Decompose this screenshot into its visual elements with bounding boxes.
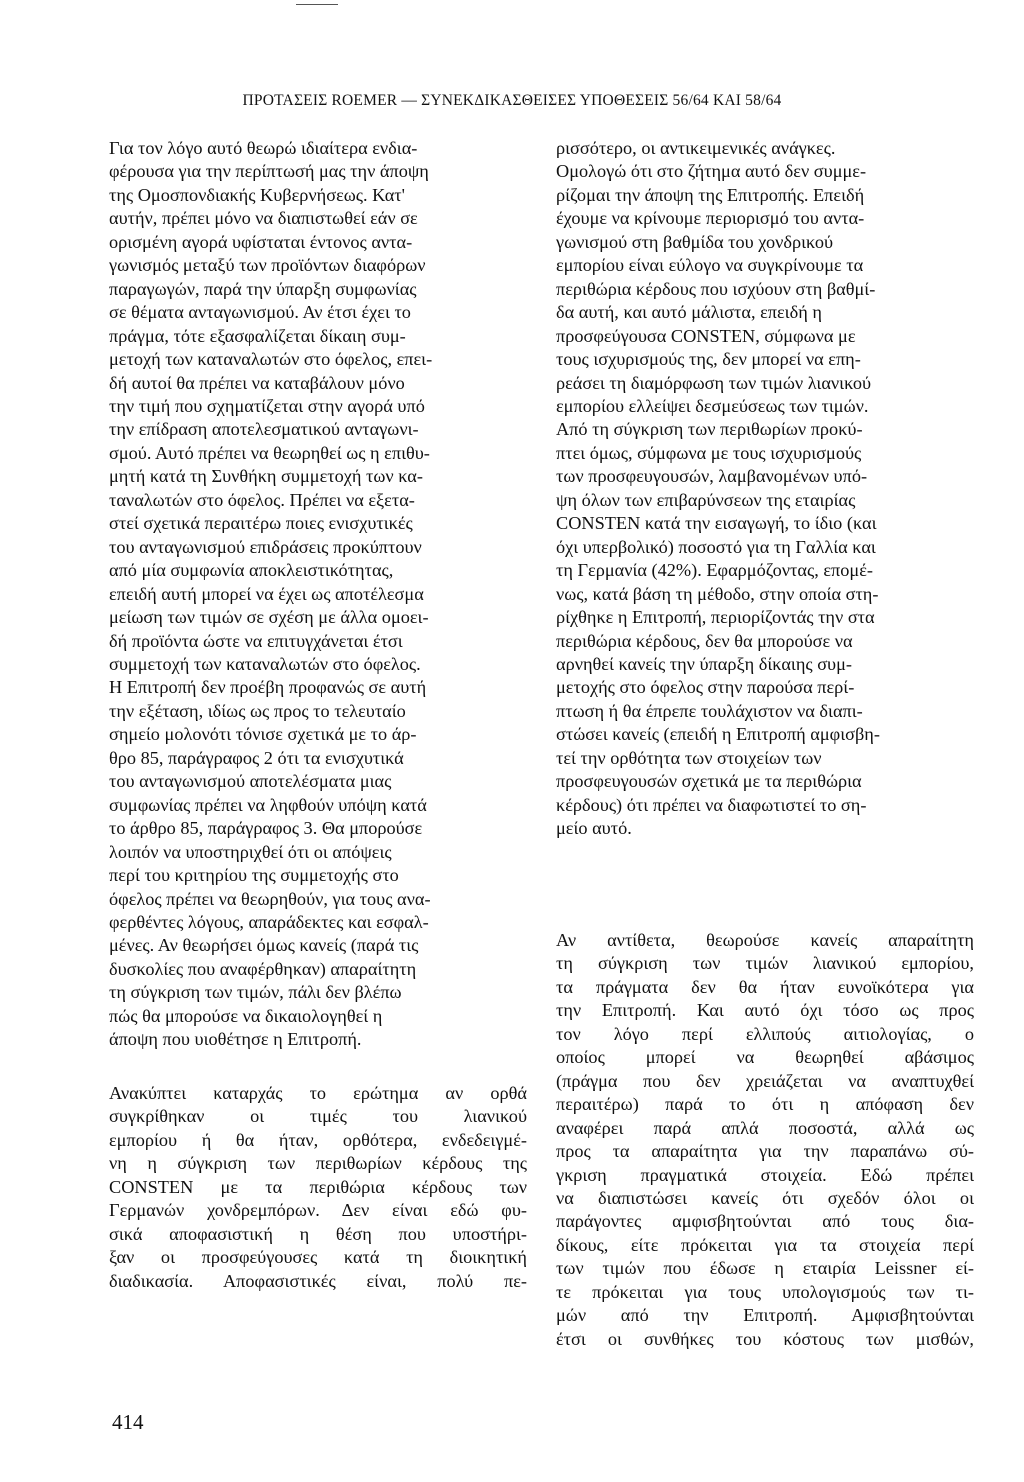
text-line: CONSTEN κατά την εισαγωγή, το ίδιο (και	[556, 513, 877, 534]
text-line: δή αυτοί θα πρέπει να καταβάλουν μόνο	[109, 372, 405, 393]
text-line: μείωση των τιμών σε σχέση με άλλα ομοει-	[109, 607, 429, 628]
text-line: τη σύγκριση των τιμών λιανικού εμπορίου,	[556, 953, 974, 974]
text-line: ρεάσει τη διαμόρφωση των τιμών λιανικού	[556, 372, 872, 393]
text-line: ρίζομαι την άποψη της Επιτροπής. Επειδή	[556, 184, 865, 205]
text-line: των προσφευγουσών, λαμβανομένων υπό-	[556, 466, 868, 487]
text-line: παράγοντες αμφισβητούνται από τους δια-	[556, 1211, 974, 1232]
text-line: άποψη που υιοθέτησε η Επιτροπή.	[109, 1029, 362, 1050]
text-line: στεί σχετικά περαιτέρω ποιες ενισχυτικές	[109, 513, 413, 534]
scan-top-rule	[296, 4, 338, 5]
text-line: οποίος μπορεί να θεωρηθεί αβάσιμος	[556, 1047, 974, 1068]
text-line: το άρθρο 85, παράγραφος 3. Θα μπορούσε	[109, 818, 423, 839]
text-line: μετοχή των καταναλωτών στο όφελος, επει-	[109, 349, 433, 370]
running-head: ΠΡΟΤΑΣΕΙΣ ROEMER — ΣΥΝΕΚΔΙΚΑΣΘΕΙΣΕΣ ΥΠΟΘΕΣΕΙΣ 56/64 ΚΑΙ 58/64	[242, 92, 782, 109]
text-line: προσφευγουσών σχετικά με τα περιθώρια	[556, 771, 862, 792]
text-line: την εξέταση, ιδίως ως προς το τελευταίο	[109, 700, 406, 721]
text-line: την Επιτροπή. Και αυτό όχι τόσο ως προς	[556, 1000, 974, 1021]
text-line: μείο αυτό.	[556, 818, 632, 839]
text-line: θρο 85, παράγραφος 2 ότι τα ενισχυτικά	[109, 747, 404, 768]
text-line: ταναλωτών στο όφελος. Πρέπει να εξετα-	[109, 489, 415, 510]
text-line: συμμετοχή των καταναλωτών στο όφελος.	[109, 653, 421, 674]
text-line: φέρουσα για την περίπτωσή μας την άποψη	[109, 161, 429, 182]
text-line: του ανταγωνισμού αποτελέσματα μιας	[109, 771, 392, 792]
text-line: (πράγμα που δεν χρειάζεται να αναπτυχθεί	[556, 1070, 974, 1091]
text-line: σμού. Αυτό πρέπει να θεωρηθεί ως η επιθυ-	[109, 442, 430, 463]
text-line: των τιμών που έδωσε η εταιρία Leissner εί-	[556, 1258, 974, 1279]
text-line: από μία συμφωνία αποκλειστικότητας,	[109, 560, 394, 581]
text-line: την επίδραση αποτελεσματικού ανταγωνι-	[109, 419, 419, 440]
text-line: την τιμή που σχηματίζεται στην αγορά υπό	[109, 395, 425, 416]
text-line: ορισμένη αγορά υφίσταται έντονος αντα-	[109, 231, 413, 252]
right-column-paragraph-2	[556, 929, 974, 1351]
text-line: κέρδους) ότι πρέπει να διαφωτιστεί το ση-	[556, 794, 867, 815]
text-line: τα πράγματα δεν θα ήταν ευνοϊκότερα για	[556, 976, 974, 997]
text-line: τον λόγο περί ελλιπούς αιτιολογίας, ο	[556, 1023, 974, 1044]
text-line: Αν αντίθετα, θεωρούσε κανείς απαραίτητη	[556, 930, 974, 950]
text-line: νως, κατά βάση τη μέθοδο, στην οποία στη-	[556, 583, 879, 604]
text-line: πώς θα μπορούσε να δικαιολογηθεί η	[109, 1005, 383, 1026]
text-line: αρνηθεί κανείς την ύπαρξη δίκαιης συμ-	[556, 653, 852, 674]
text-line: Η Επιτροπή δεν προέβη προφανώς σε αυτή	[109, 677, 427, 698]
text-line: της Ομοσπονδιακής Κυβερνήσεως. Κατ'	[109, 184, 405, 205]
text-line: περί του κριτηρίου της συμμετοχής στο	[109, 865, 399, 886]
text-line: πτει όμως, σύμφωνα με τους ισχυρισμούς	[556, 442, 862, 463]
text-line: έχουμε να κρίνουμε περιορισμό του αντα-	[556, 208, 865, 229]
text-line: ρισσότερο, οι αντικειμενικές ανάγκες.	[556, 138, 836, 158]
text-line: νη η σύγκριση των περιθωρίων κέρδους της	[109, 1153, 527, 1174]
left-column-paragraph-1	[109, 137, 527, 1052]
text-line: γκριση πραγματικά στοιχεία. Εδώ πρέπει	[556, 1164, 974, 1185]
text-line: δυσκολίες που αναφέρθηκαν) απαραίτητη	[109, 958, 417, 979]
text-line: δίκους, είτε πρόκειται για τα στοιχεία περί	[556, 1234, 974, 1255]
text-line: του ανταγωνισμού επιδράσεις προκύπτουν	[109, 536, 422, 557]
text-line: προσφεύγουσα CONSTEN, σύμφωνα με	[556, 325, 856, 346]
text-line: συμφωνίας πρέπει να ληφθούν υπόψη κατά	[109, 794, 427, 815]
text-line: Γερμανών χονδρεμπόρων. Δεν είναι εδώ φυ-	[109, 1200, 527, 1221]
text-line: περιθώρια κέρδους, δεν θα μπορούσε να	[556, 630, 853, 651]
text-line: δή προϊόντα ώστε να επιτυγχάνεται έτσι	[109, 630, 403, 651]
text-line: σε θέματα ανταγωνισμού. Αν έτσι έχει το	[109, 302, 411, 323]
text-line: Από τη σύγκριση των περιθωρίων προκύ-	[556, 419, 863, 440]
text-line: όφελος πρέπει να θεωρηθούν, για τους ανα-	[109, 888, 431, 909]
text-line: σημείο μολονότι τόνισε σχετικά με το άρ-	[109, 724, 417, 745]
text-line: αυτήν, πρέπει μόνο να διαπιστωθεί εάν σε	[109, 208, 418, 229]
text-line: πράγμα, τότε εξασφαλίζεται δίκαιη συμ-	[109, 325, 406, 346]
text-line: μητή κατά τη Συνθήκη συμμετοχή των κα-	[109, 466, 423, 487]
text-line: γωνισμού στη βαθμίδα του χονδρικού	[556, 231, 834, 252]
text-line: τη Γερμανία (42%). Εφαρμόζοντας, επομέ-	[556, 560, 873, 581]
text-line: τεί την ορθότητα των στοιχείων των	[556, 747, 822, 768]
text-line: Ομολογώ ότι στο ζήτημα αυτό δεν συμμε-	[556, 161, 867, 182]
text-line: στώσει κανείς (επειδή η Επιτροπή αμφισβη-	[556, 724, 880, 745]
text-line: εμπορίου ελλείψει δεσμεύσεως των τιμών.	[556, 395, 869, 416]
text-line: περαιτέρω) παρά το ότι η απόφαση δεν	[556, 1094, 974, 1115]
page-number: 414	[112, 1410, 144, 1434]
text-line: τη σύγκριση των τιμών, πάλι δεν βλέπω	[109, 982, 402, 1003]
left-column-paragraph-2	[109, 1082, 527, 1293]
text-line: προς τα απαραίτητα για την παραπάνω σύ-	[556, 1141, 974, 1162]
text-line: συγκρίθηκαν οι τιμές του λιανικού	[109, 1106, 527, 1127]
text-line: τους ισχυρισμούς της, δεν μπορεί να επη-	[556, 349, 861, 370]
text-line: τε πρόκειται για τους υπολογισμούς των τι-	[556, 1281, 974, 1302]
text-line: δα αυτή, και αυτό μάλιστα, επειδή η	[556, 302, 822, 323]
text-line: όχι υπερβολικό) ποσοστό για τη Γαλλία και	[556, 536, 876, 557]
text-line: πτωση ή θα έπρεπε τουλάχιστον να διαπι-	[556, 700, 863, 721]
text-line: φερθέντες λόγους, απαράδεκτες και εσφαλ-	[109, 911, 429, 932]
text-line: Ανακύπτει καταρχάς το ερώτημα αν ορθά	[109, 1083, 527, 1103]
text-line: γωνισμός μεταξύ των προϊόντων διαφόρων	[109, 255, 426, 276]
text-line: να διαπιστώσει κανείς ότι σχεδόν όλοι οι	[556, 1187, 974, 1208]
text-line: μετοχής στο όφελος στην παρούσα περί-	[556, 677, 855, 698]
right-column-paragraph-1	[556, 137, 974, 841]
text-line: διαδικασία. Αποφασιστικές είναι, πολύ πε-	[109, 1270, 527, 1291]
text-line: CONSTEN με τα περιθώρια κέρδους των	[109, 1176, 527, 1197]
text-line: ρίχθηκε η Επιτροπή, περιορίζοντάς την στα	[556, 607, 875, 628]
text-line: ξαν οι προσφεύγουσες κατά τη διοικητική	[109, 1247, 527, 1268]
text-line: σικά αποφασιστική η θέση που υποστήρι-	[109, 1223, 527, 1244]
text-line: εμπορίου ή θα ήταν, ορθότερα, ενδεδειγμέ-	[109, 1129, 527, 1150]
text-line: εμπορίου είναι εύλογο να συγκρίνουμε τα	[556, 255, 864, 276]
text-line: έτσι οι συνθήκες του κόστους των μισθών,	[556, 1328, 974, 1349]
text-line: περιθώρια κέρδους που ισχύουν στη βαθμί-	[556, 278, 876, 299]
text-line: αναφέρει παρά απλά ποσοστά, αλλά ως	[556, 1117, 974, 1138]
text-line: μών από την Επιτροπή. Αμφισβητούνται	[556, 1305, 974, 1326]
text-line: ψη όλων των επιβαρύνσεων της εταιρίας	[556, 489, 856, 510]
text-line: επειδή αυτή μπορεί να έχει ως αποτέλεσμα	[109, 583, 424, 604]
text-line: λοιπόν να υποστηριχθεί ότι οι απόψεις	[109, 841, 392, 862]
text-line: παραγωγών, παρά την ύπαρξη συμφωνίας	[109, 278, 417, 299]
text-line: μένες. Αν θεωρήσει όμως κανείς (παρά τις	[109, 935, 419, 956]
text-line: Για τον λόγο αυτό θεωρώ ιδιαίτερα ενδια-	[109, 138, 418, 158]
